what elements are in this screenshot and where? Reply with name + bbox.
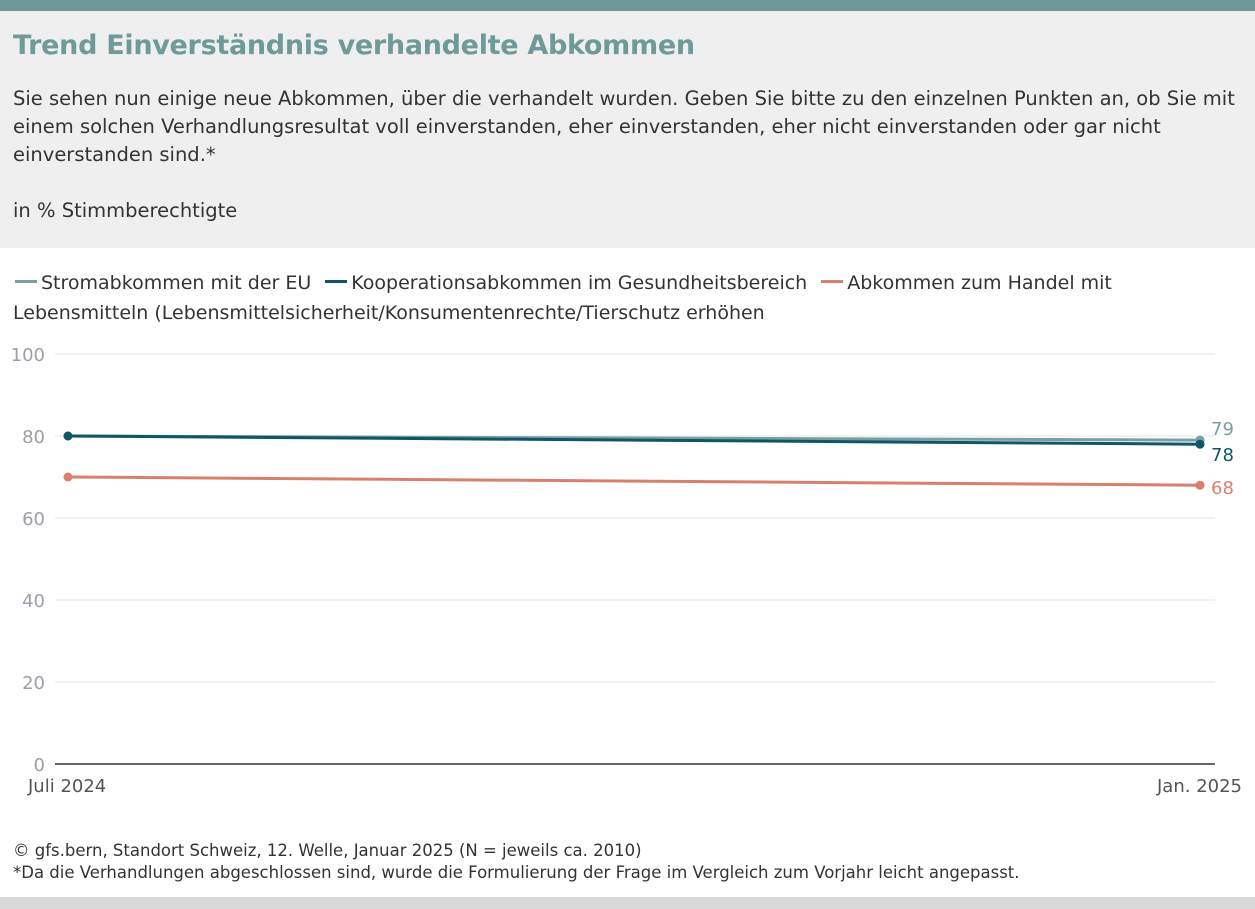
legend <box>13 268 1243 328</box>
unit-label: in % Stimmberechtigte <box>13 199 238 222</box>
chart-title: Trend Einverständnis verhandelte Abkommen <box>13 30 695 61</box>
data-point-2-1 <box>1196 481 1205 490</box>
end-label-0: 79 <box>1211 419 1234 441</box>
source-note: © gfs.bern, Standort Schweiz, 12. Welle, Januar 2025 (N = jeweils ca. 2010) <box>13 841 642 860</box>
y-tick-label-40: 40 <box>22 591 45 612</box>
footnote: *Da die Verhandlungen abgeschlossen sind, wurde die Formulierung der Frage im Vergleich zum Vorjahr leicht angepasst. <box>13 863 1020 882</box>
legend-label-stromabkommen: Stromabkommen mit der EU <box>41 272 312 294</box>
data-point-2-0 <box>64 473 73 482</box>
data-point-1-1 <box>1196 440 1205 449</box>
survey-question: Sie sehen nun einige neue Abkommen, über die verhandelt wurden. Geben Sie bitte zu den einzelnen Punkten an, ob Sie mit einem solchen Verhandlungsresultat voll einverstanden, eher einverstanden, eher nicht einverstanden oder gar nicht einverstanden sind.* <box>13 87 1235 166</box>
legend-swatch-kooperationsabkommen <box>325 280 347 283</box>
legend-label-kooperationsabkommen: Kooperationsabkommen im Gesundheitsbereich <box>351 272 808 294</box>
y-tick-label-60: 60 <box>22 509 45 530</box>
x-tick-label-0: Juli 2024 <box>28 776 107 797</box>
legend-item-stromabkommen <box>13 272 311 294</box>
line-chart <box>0 330 1255 800</box>
bottom-bar <box>0 897 1255 909</box>
series-line-2 <box>68 477 1200 485</box>
legend-swatch-lebensmittel <box>821 280 843 283</box>
legend-swatch-stromabkommen <box>15 280 37 283</box>
end-label-2: 68 <box>1211 478 1234 500</box>
y-tick-label-0: 0 <box>33 755 45 776</box>
legend-item-kooperationsabkommen <box>323 272 807 294</box>
end-label-1: 78 <box>1211 445 1234 467</box>
y-tick-label-80: 80 <box>22 427 45 448</box>
chart-header <box>0 11 1255 248</box>
footer <box>13 840 1020 884</box>
top-accent-bar <box>0 0 1255 11</box>
legend-label-lebensmittel: Abkommen zum Handel mit Lebensmitteln (Lebensmittelsicherheit/Konsumentenrechte/Tierschutz erhöhen <box>13 272 1112 324</box>
y-tick-label-100: 100 <box>10 345 45 366</box>
data-point-1-0 <box>64 432 73 441</box>
y-tick-label-20: 20 <box>22 673 45 694</box>
x-tick-label-1: Jan. 2025 <box>1157 776 1242 797</box>
